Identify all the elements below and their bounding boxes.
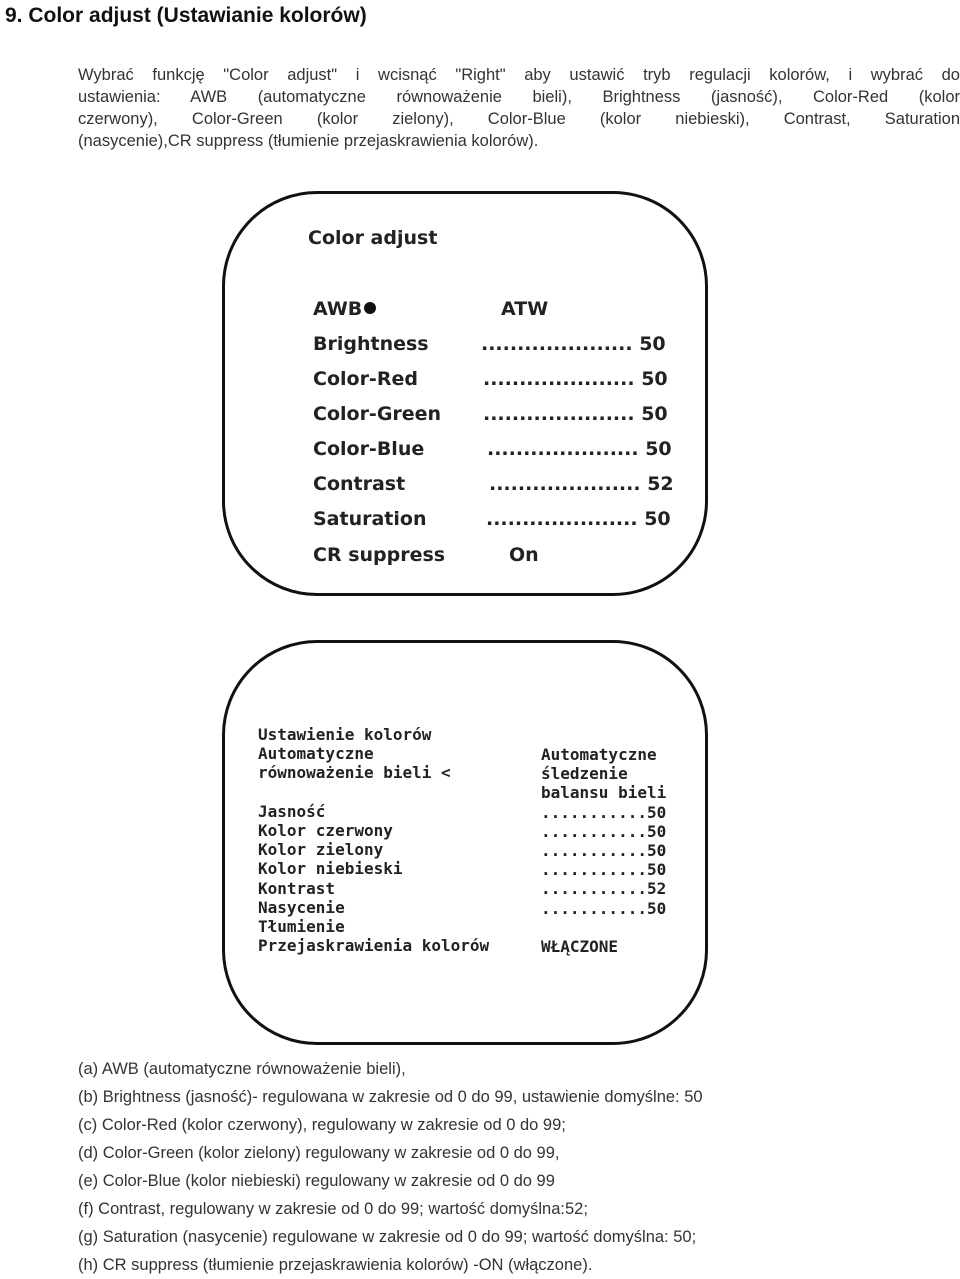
osd-label: równoważenie bieli < [258,763,451,783]
osd-label-column [258,725,489,955]
osd-label: AWB [313,298,376,320]
note-item: (g) Saturation (nasycenie) regulowane w zakresie od 0 do 99; wartość domyślna: 50; [78,1228,697,1246]
osd-spacer [258,783,489,802]
osd-value: ...........50 [541,821,667,841]
osd-row-color-green [225,403,705,433]
osd-value: ..................... 50 [486,508,671,530]
osd-value: ...........50 [541,840,667,860]
osd-row-awb [225,298,705,328]
osd-label: Contrast [313,473,406,495]
osd-value: ..................... 50 [483,368,668,390]
osd-label: Automatyczne [258,744,374,764]
settings-notes-list [78,1055,938,1279]
osd-label: Color-Green [313,403,442,425]
intro-line: ustawienia: AWB (automatyczne równoważenie bieli), Brightness (jasność), Color-Red (kolor [78,88,960,106]
osd-value: śledzenie [541,764,628,784]
osd-value: ATW [501,298,549,320]
bullet-icon [364,302,376,314]
osd-label: Brightness [313,333,429,355]
osd-label: Color-Red [313,368,418,390]
osd-title: Ustawienie kolorów [258,725,432,744]
osd-row-color-blue [225,438,705,468]
osd-row-color-red [225,368,705,398]
osd-spacer [541,918,666,937]
note-item: (c) Color-Red (kolor czerwony), regulowany w zakresie od 0 do 99; [78,1116,566,1134]
note-item: (f) Contrast, regulowany w zakresie od 0 do 99; wartość domyślna:52; [78,1200,588,1218]
note-item: (b) Brightness (jasność)- regulowana w zakresie od 0 do 99, ustawienie domyślne: 50 [78,1088,703,1106]
osd-screen-polish [222,640,708,1045]
osd-value: Automatyczne [541,745,657,764]
osd-value: On [509,544,539,566]
osd-label: Kolor niebieski [258,859,403,879]
intro-paragraph [78,64,960,152]
osd-value: ..................... 52 [489,473,674,495]
note-item: (h) CR suppress (tłumienie przejaskrawienia kolorów) -ON (włączone). [78,1256,593,1274]
osd-label: Saturation [313,508,427,530]
osd-label: Przejaskrawienia kolorów [258,936,490,956]
osd-value: ..................... 50 [483,403,668,425]
osd-label: Kolor zielony [258,840,384,860]
osd-label: Tłumienie [258,916,345,936]
osd-screen-english [222,191,708,596]
intro-line: (nasycenie),CR suppress (tłumienie przejaskrawienia kolorów). [78,132,539,150]
osd-value: ..................... 50 [487,438,672,460]
osd-value: ...........52 [541,879,667,899]
osd-label: Nasycenie [258,897,345,917]
osd-row-brightness [225,333,705,363]
note-item: (d) Color-Green (kolor zielony) regulowany w zakresie od 0 do 99, [78,1144,560,1162]
osd-value: ...........50 [541,898,667,918]
section-heading: 9. Color adjust (Ustawianie kolorów) [5,4,367,27]
osd-label: Color-Blue [313,438,425,460]
osd-value: WŁĄCZONE [541,936,619,956]
osd-label: Kolor czerwony [258,820,393,840]
osd-label: Jasność [258,801,326,821]
osd-label: CR suppress [313,544,446,566]
note-item: (e) Color-Blue (kolor niebieski) regulowany w zakresie od 0 do 99 [78,1172,555,1190]
osd-value: balansu bieli [541,783,667,803]
osd-label: Kontrast [258,878,336,898]
osd-title: Color adjust [308,227,438,249]
note-item: (a) AWB (automatyczne równoważenie bieli), [78,1060,406,1078]
osd-row-contrast [225,473,705,503]
osd-value: ...........50 [541,860,667,880]
intro-line: Wybrać funkcję "Color adjust" i wcisnąć "Right" aby ustawić tryb regulacji kolorów, i wybrać do [78,66,960,84]
osd-row-cr-suppress [225,544,705,574]
osd-value: ..................... 50 [481,333,666,355]
osd-value-column [541,745,666,956]
osd-row-saturation [225,508,705,538]
intro-line: czerwony), Color-Green (kolor zielony), Color-Blue (kolor niebieski), Contrast, Saturation [78,110,960,128]
osd-value: ...........50 [541,802,667,822]
